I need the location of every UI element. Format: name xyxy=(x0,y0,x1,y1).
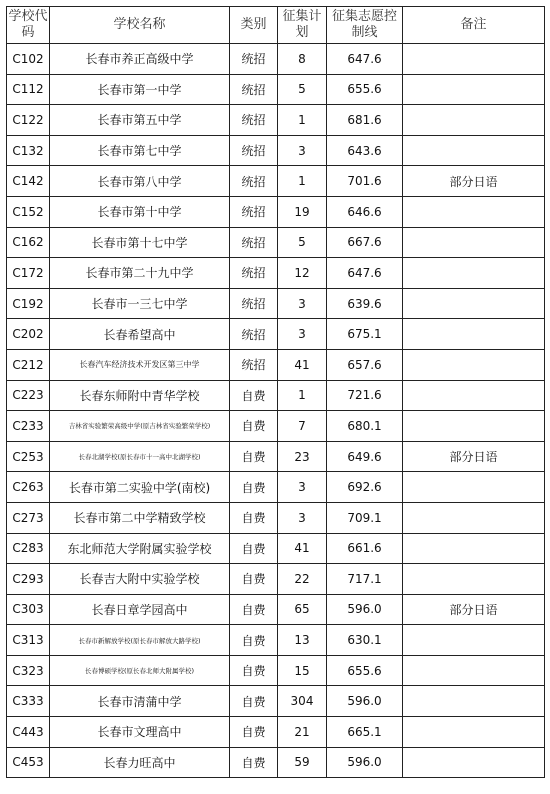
row-note xyxy=(403,105,545,136)
row-type: 自费 xyxy=(230,380,278,411)
row-code: C132 xyxy=(7,135,50,166)
row-type: 自费 xyxy=(230,717,278,748)
row-control-line: 596.0 xyxy=(327,594,403,625)
row-control-line: 643.6 xyxy=(327,135,403,166)
table-row xyxy=(7,258,545,289)
table-row xyxy=(7,655,545,686)
table-row xyxy=(7,319,545,350)
row-note xyxy=(403,349,545,380)
header-line: 征集志愿控制线 xyxy=(327,7,403,44)
row-code: C112 xyxy=(7,74,50,105)
row-type: 自费 xyxy=(230,686,278,717)
table-row xyxy=(7,166,545,197)
row-type: 统招 xyxy=(230,74,278,105)
row-school-name: 长春市第十七中学 xyxy=(50,227,230,258)
row-plan: 12 xyxy=(278,258,327,289)
row-plan: 7 xyxy=(278,411,327,442)
row-note xyxy=(403,686,545,717)
row-plan: 15 xyxy=(278,655,327,686)
row-code: C443 xyxy=(7,717,50,748)
row-school-name: 长春博硕学校(原长春北师大附属学校) xyxy=(50,655,230,686)
row-plan: 59 xyxy=(278,747,327,778)
row-plan: 23 xyxy=(278,441,327,472)
row-code: C212 xyxy=(7,349,50,380)
row-code: C202 xyxy=(7,319,50,350)
row-code: C223 xyxy=(7,380,50,411)
row-plan: 5 xyxy=(278,227,327,258)
row-control-line: 709.1 xyxy=(327,502,403,533)
row-plan: 22 xyxy=(278,564,327,595)
row-type: 自费 xyxy=(230,625,278,656)
row-note xyxy=(403,472,545,503)
row-school-name: 长春市一三七中学 xyxy=(50,288,230,319)
row-type: 统招 xyxy=(230,319,278,350)
table-row xyxy=(7,441,545,472)
row-type: 自费 xyxy=(230,411,278,442)
header-name: 学校名称 xyxy=(50,7,230,44)
table-row xyxy=(7,44,545,75)
row-note xyxy=(403,380,545,411)
table-row xyxy=(7,411,545,442)
row-note xyxy=(403,258,545,289)
table-row xyxy=(7,135,545,166)
row-plan: 41 xyxy=(278,533,327,564)
row-type: 自费 xyxy=(230,502,278,533)
row-note xyxy=(403,74,545,105)
row-school-name: 长春希望高中 xyxy=(50,319,230,350)
row-code: C253 xyxy=(7,441,50,472)
row-school-name: 长春北湖学校(原长春市十一高中北湖学校) xyxy=(50,441,230,472)
row-school-name: 长春日章学园高中 xyxy=(50,594,230,625)
row-school-name: 长春汽车经济技术开发区第三中学 xyxy=(50,349,230,380)
row-school-name: 长春市清蒲中学 xyxy=(50,686,230,717)
row-note xyxy=(403,564,545,595)
table-row xyxy=(7,686,545,717)
row-code: C283 xyxy=(7,533,50,564)
table-row xyxy=(7,625,545,656)
row-note xyxy=(403,747,545,778)
table-row xyxy=(7,747,545,778)
row-type: 统招 xyxy=(230,258,278,289)
row-type: 自费 xyxy=(230,533,278,564)
row-plan: 3 xyxy=(278,288,327,319)
row-code: C293 xyxy=(7,564,50,595)
table-row xyxy=(7,564,545,595)
header-note: 备注 xyxy=(403,7,545,44)
header-plan: 征集计划 xyxy=(278,7,327,44)
table-row xyxy=(7,502,545,533)
table-row xyxy=(7,227,545,258)
row-plan: 41 xyxy=(278,349,327,380)
row-control-line: 639.6 xyxy=(327,288,403,319)
row-school-name: 长春市养正高级中学 xyxy=(50,44,230,75)
row-school-name: 长春市第二实验中学(南校) xyxy=(50,472,230,503)
table-row xyxy=(7,472,545,503)
row-plan: 3 xyxy=(278,135,327,166)
row-control-line: 596.0 xyxy=(327,686,403,717)
row-type: 自费 xyxy=(230,441,278,472)
admission-table xyxy=(6,6,545,778)
row-code: C333 xyxy=(7,686,50,717)
row-control-line: 717.1 xyxy=(327,564,403,595)
row-control-line: 680.1 xyxy=(327,411,403,442)
row-type: 统招 xyxy=(230,349,278,380)
row-plan: 304 xyxy=(278,686,327,717)
row-control-line: 657.6 xyxy=(327,349,403,380)
row-control-line: 681.6 xyxy=(327,105,403,136)
row-code: C453 xyxy=(7,747,50,778)
row-plan: 3 xyxy=(278,319,327,350)
row-type: 统招 xyxy=(230,288,278,319)
table-row xyxy=(7,196,545,227)
row-type: 自费 xyxy=(230,655,278,686)
row-plan: 3 xyxy=(278,502,327,533)
row-note xyxy=(403,44,545,75)
row-control-line: 647.6 xyxy=(327,44,403,75)
row-school-name: 吉林省实验繁荣高级中学(原吉林省实验繁荣学校) xyxy=(50,411,230,442)
row-code: C233 xyxy=(7,411,50,442)
row-school-name: 长春吉大附中实验学校 xyxy=(50,564,230,595)
row-school-name: 长春市文理高中 xyxy=(50,717,230,748)
row-note: 部分日语 xyxy=(403,594,545,625)
row-plan: 1 xyxy=(278,380,327,411)
row-code: C152 xyxy=(7,196,50,227)
table-row xyxy=(7,380,545,411)
row-code: C192 xyxy=(7,288,50,319)
row-note xyxy=(403,533,545,564)
row-control-line: 667.6 xyxy=(327,227,403,258)
row-note xyxy=(403,625,545,656)
row-control-line: 646.6 xyxy=(327,196,403,227)
row-note xyxy=(403,655,545,686)
header-code: 学校代码 xyxy=(7,7,50,44)
row-code: C162 xyxy=(7,227,50,258)
row-type: 统招 xyxy=(230,105,278,136)
row-control-line: 665.1 xyxy=(327,717,403,748)
row-school-name: 长春市第八中学 xyxy=(50,166,230,197)
row-type: 统招 xyxy=(230,166,278,197)
row-school-name: 东北师范大学附属实验学校 xyxy=(50,533,230,564)
row-school-name: 长春市第五中学 xyxy=(50,105,230,136)
row-plan: 13 xyxy=(278,625,327,656)
row-type: 自费 xyxy=(230,594,278,625)
row-code: C323 xyxy=(7,655,50,686)
table-row xyxy=(7,349,545,380)
row-note xyxy=(403,717,545,748)
table-row xyxy=(7,105,545,136)
row-code: C172 xyxy=(7,258,50,289)
row-code: C142 xyxy=(7,166,50,197)
table-row xyxy=(7,533,545,564)
row-plan: 3 xyxy=(278,472,327,503)
row-plan: 1 xyxy=(278,105,327,136)
row-plan: 65 xyxy=(278,594,327,625)
row-note xyxy=(403,502,545,533)
row-school-name: 长春市新解放学校(原长春市解放大路学校) xyxy=(50,625,230,656)
row-plan: 21 xyxy=(278,717,327,748)
row-control-line: 630.1 xyxy=(327,625,403,656)
table-row xyxy=(7,288,545,319)
row-note xyxy=(403,288,545,319)
table-row xyxy=(7,594,545,625)
row-school-name: 长春力旺高中 xyxy=(50,747,230,778)
row-control-line: 647.6 xyxy=(327,258,403,289)
row-plan: 19 xyxy=(278,196,327,227)
row-plan: 5 xyxy=(278,74,327,105)
table-row xyxy=(7,717,545,748)
row-note xyxy=(403,227,545,258)
row-note: 部分日语 xyxy=(403,441,545,472)
row-plan: 1 xyxy=(278,166,327,197)
row-note xyxy=(403,196,545,227)
table-header-row xyxy=(7,7,545,44)
row-code: C273 xyxy=(7,502,50,533)
row-control-line: 649.6 xyxy=(327,441,403,472)
row-school-name: 长春市第一中学 xyxy=(50,74,230,105)
header-type: 类别 xyxy=(230,7,278,44)
row-type: 自费 xyxy=(230,747,278,778)
row-type: 统招 xyxy=(230,196,278,227)
row-plan: 8 xyxy=(278,44,327,75)
row-control-line: 655.6 xyxy=(327,655,403,686)
row-school-name: 长春市第二十九中学 xyxy=(50,258,230,289)
table-row xyxy=(7,74,545,105)
row-control-line: 596.0 xyxy=(327,747,403,778)
row-control-line: 701.6 xyxy=(327,166,403,197)
row-type: 自费 xyxy=(230,564,278,595)
row-type: 统招 xyxy=(230,227,278,258)
row-control-line: 675.1 xyxy=(327,319,403,350)
row-control-line: 661.6 xyxy=(327,533,403,564)
row-control-line: 721.6 xyxy=(327,380,403,411)
row-school-name: 长春市第十中学 xyxy=(50,196,230,227)
row-school-name: 长春东师附中青华学校 xyxy=(50,380,230,411)
row-code: C122 xyxy=(7,105,50,136)
row-note: 部分日语 xyxy=(403,166,545,197)
row-code: C313 xyxy=(7,625,50,656)
row-note xyxy=(403,319,545,350)
row-code: C303 xyxy=(7,594,50,625)
row-school-name: 长春市第二中学精致学校 xyxy=(50,502,230,533)
row-code: C102 xyxy=(7,44,50,75)
row-code: C263 xyxy=(7,472,50,503)
row-control-line: 655.6 xyxy=(327,74,403,105)
row-school-name: 长春市第七中学 xyxy=(50,135,230,166)
row-control-line: 692.6 xyxy=(327,472,403,503)
row-note xyxy=(403,135,545,166)
row-type: 自费 xyxy=(230,472,278,503)
row-type: 统招 xyxy=(230,44,278,75)
row-note xyxy=(403,411,545,442)
row-type: 统招 xyxy=(230,135,278,166)
